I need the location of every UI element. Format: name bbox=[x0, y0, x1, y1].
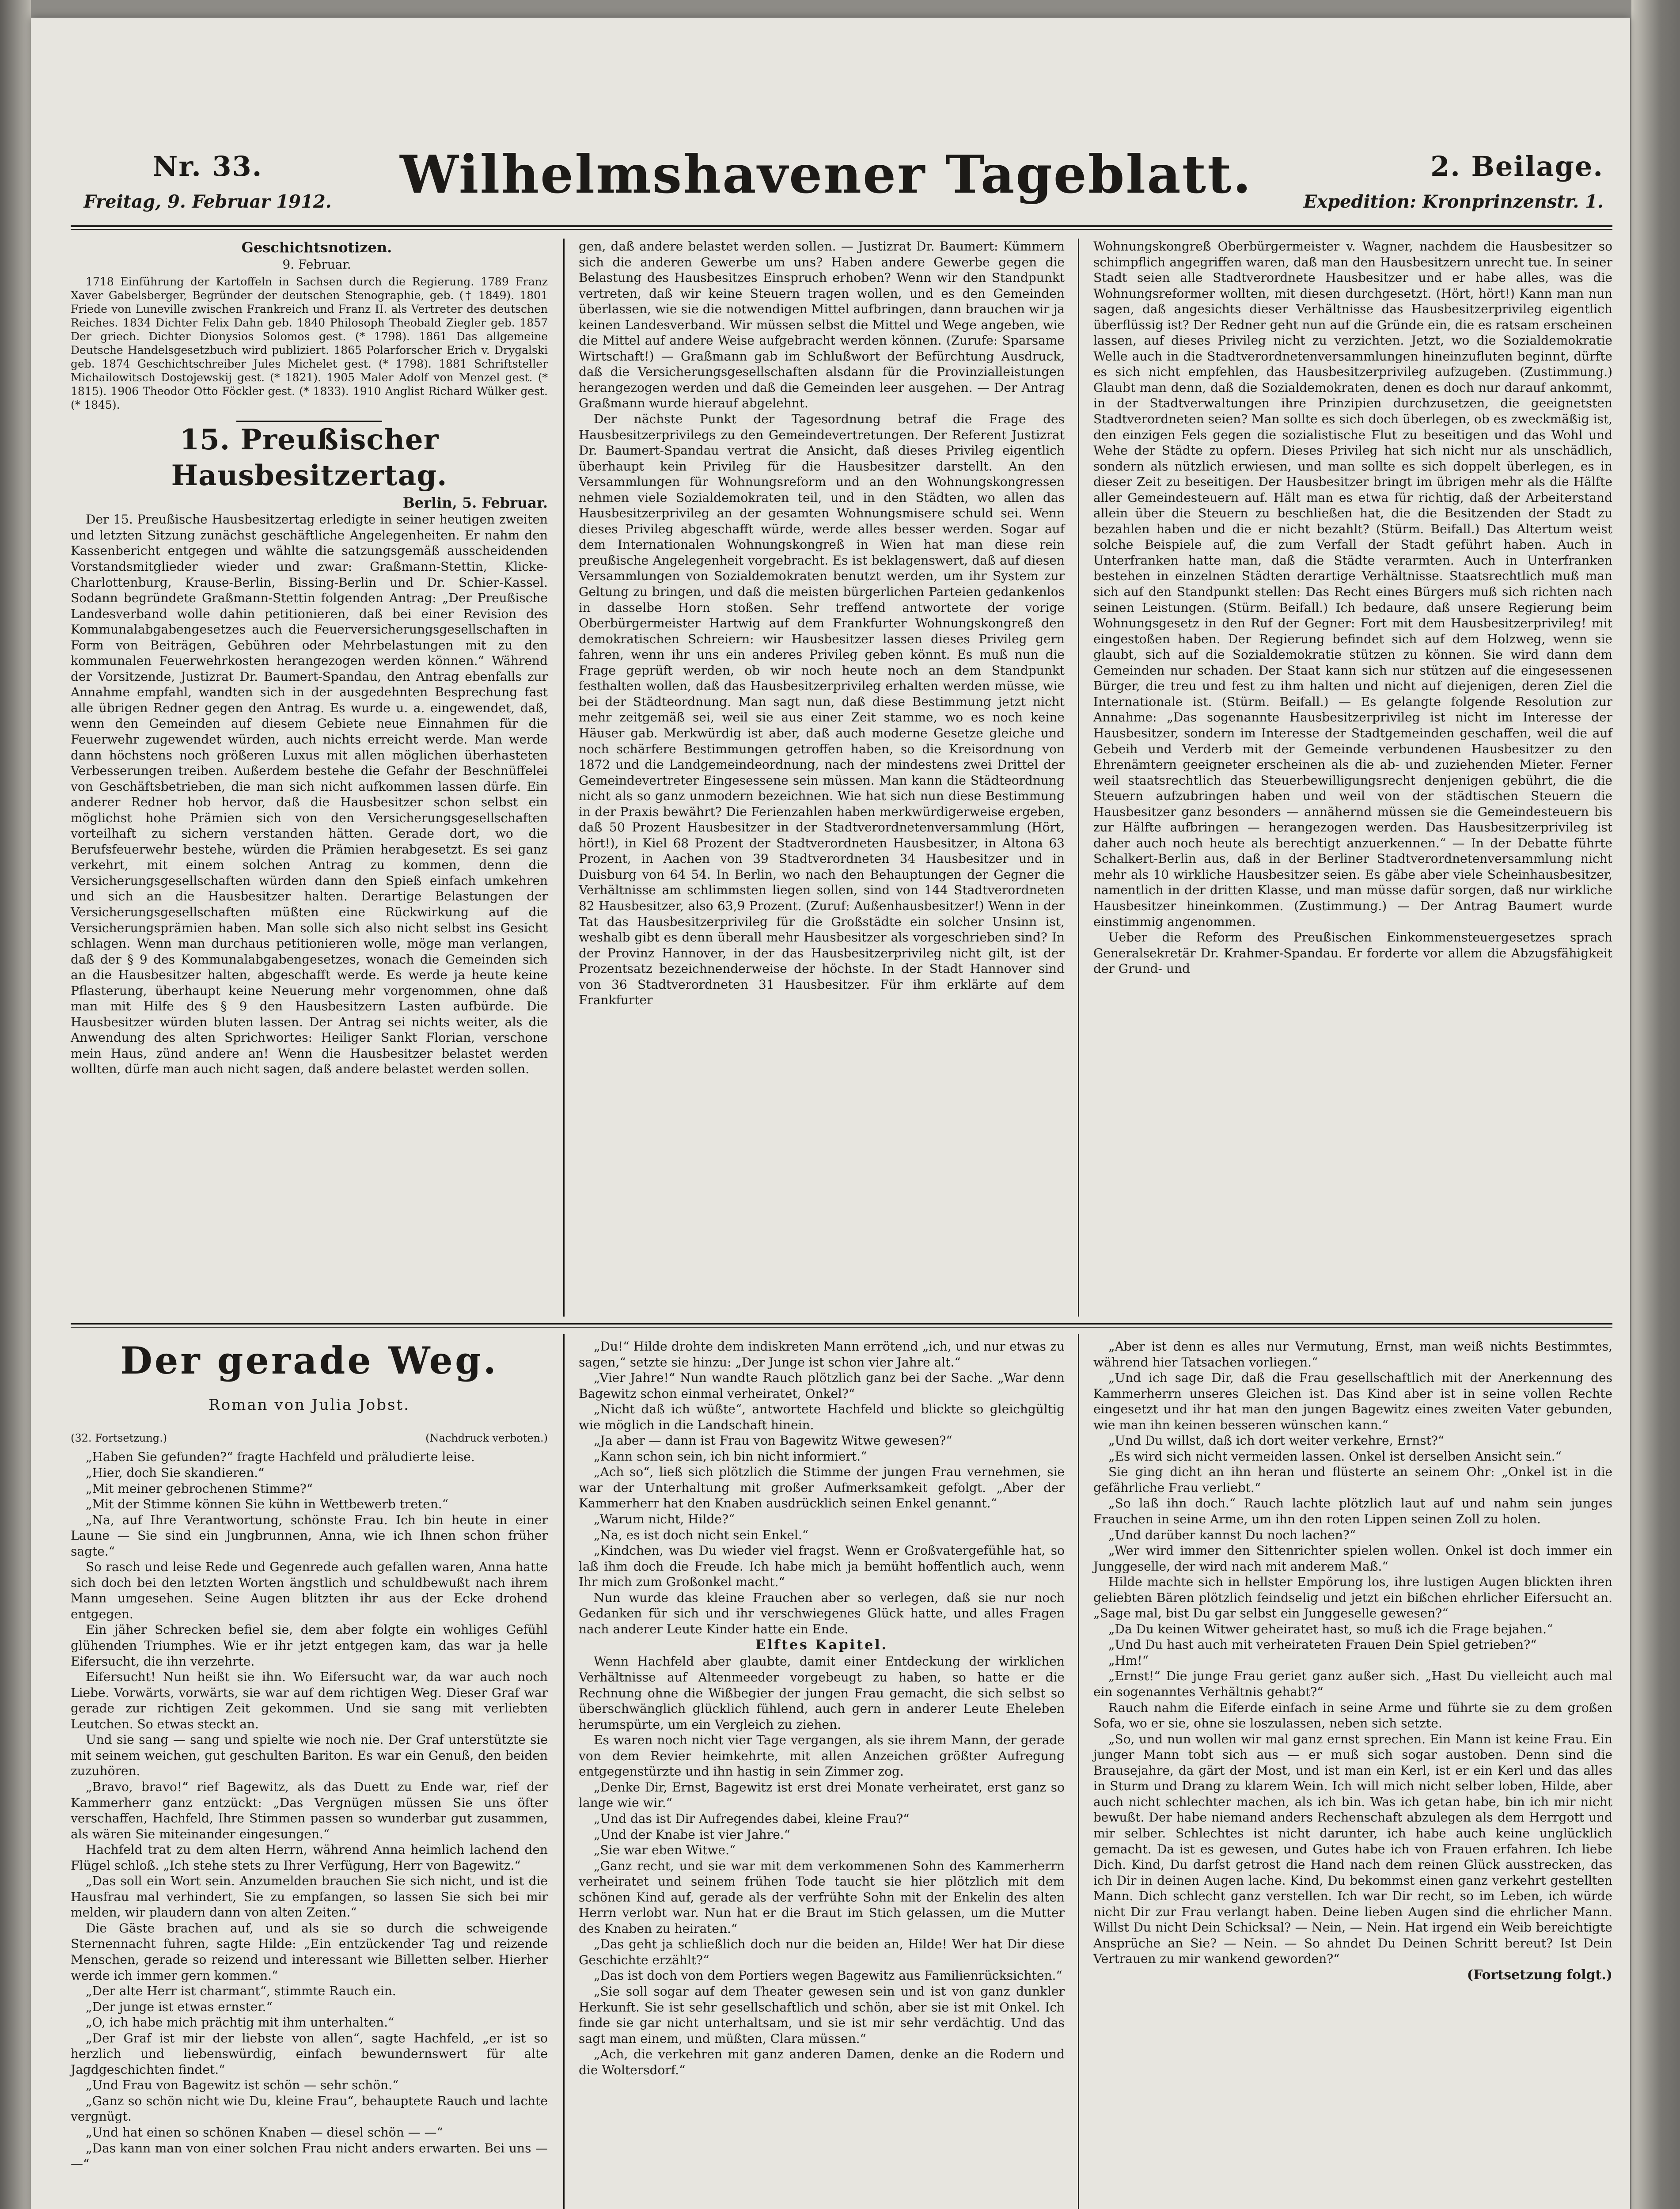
story-paragraph: „Vier Jahre!“ Nun wandte Rauch plötzlich ganz bei der Sache. „War denn Bagewitz schon einmal verheiratet, Onkel?“ bbox=[579, 1370, 1065, 1401]
article-column-1 bbox=[71, 239, 548, 1077]
story-paragraph: „Und Du willst, daß ich dort weiter verkehre, Ernst?“ bbox=[1108, 1433, 1445, 1448]
story-paragraph: „Mit der Stimme können Sie kühn in Wettbewerb treten.“ bbox=[86, 1497, 448, 1512]
header-rule bbox=[71, 225, 1612, 230]
story-paragraph: „Ach, die verkehren mit ganz anderen Damen, denke an die Rodern und die Woltersdorf.“ bbox=[579, 2047, 1065, 2077]
story-paragraph: So rasch und leise Rede und Gegenrede auch gefallen waren, Anna hatte sich doch bei den letzten Worten ängstlich und schuldbewußt nach ihrem Mann umgesehen. Seine Augen blitzten ihr aus der Ecke drohend entgegen. bbox=[71, 1560, 548, 1621]
to-be-continued: (Fortsetzung folgt.) bbox=[1467, 1967, 1612, 1983]
reprint-notice: (Nachdruck verboten.) bbox=[425, 1432, 548, 1444]
article-paragraph: Ueber die Reform des Preußischen Einkommensteuergesetzes sprach Generalsekretär Dr. Krahmer-Spandau. Er forderte vor allem die Abzugsfähigkeit der Grund- und bbox=[1093, 930, 1612, 976]
story-paragraph: „Da Du keinen Witwer geheiratet hast, so muß ich die Frage bejahen.“ bbox=[1108, 1621, 1553, 1636]
story-meta bbox=[71, 1431, 548, 1445]
story-paragraph: „Denke Dir, Ernst, Bagewitz ist erst drei Monate verheiratet, erst ganz so lange wie wir.“ bbox=[579, 1780, 1065, 1810]
story-paragraph: „Hier, doch Sie skandieren.“ bbox=[86, 1465, 265, 1480]
story-paragraph: „Sie war eben Witwe.“ bbox=[594, 1843, 736, 1858]
story-paragraph: „Das ist doch von dem Portiers wegen Bagewitz aus Familienrücksichten.“ bbox=[594, 1968, 1062, 1983]
story-paragraph: Es waren noch nicht vier Tage vergangen, als sie ihrem Mann, der gerade von dem Revier heimkehrte, mit allen Anzeichen größter Aufregung entgegenstürzte und ihn hastig in sein Zimmer zog. bbox=[579, 1733, 1065, 1779]
article-column-2 bbox=[579, 239, 1065, 1008]
header-right bbox=[1303, 150, 1604, 212]
story-column-1 bbox=[71, 1431, 548, 2172]
masthead: Wilhelmshavener Tageblatt. bbox=[400, 144, 1252, 205]
story-paragraph: „Sie soll sogar auf dem Theater gewesen sein und ist von ganz dunkler Herkunft. Sie ist sehr gesellschaftlich und schön, aber sie ist mit Onkel. Ich finde sie gar nicht unterhaltsam, und sie ist mir sehr verdächtig. Und das sagt man einem, und müßten, Clara müssen.“ bbox=[579, 1984, 1065, 2046]
story-paragraph: „Bravo, bravo!“ rief Bagewitz, als das Duett zu Ende war, rief der Kammerherr ganz entzückt: „Das Vergnügen müssen Sie uns öfter verschaffen, Hachfeld, Ihre Stimmen passen so wunderbar gut zusammen, als wären Sie miteinander eingesungen.“ bbox=[71, 1779, 548, 1841]
story-paragraph: „Aber ist denn es alles nur Vermutung, Ernst, man weiß nichts Bestimmtes, während hier Tatsachen vorliegen.“ bbox=[1093, 1339, 1612, 1370]
story-paragraph: „Na, es ist doch nicht sein Enkel.“ bbox=[594, 1527, 809, 1542]
story-paragraph: „Hm!“ bbox=[1108, 1653, 1149, 1668]
story-paragraph: Eifersucht! Nun heißt sie ihn. Wo Eifersucht war, da war auch noch Liebe. Vorwärts, vorwärts, sie war auf dem richtigen Weg. Dieser Graf war gerade zur richtigen Zeit gekommen. Und sie sang mit verliebten Leutchen. So etwas steckt an. bbox=[71, 1670, 548, 1731]
story-column-2 bbox=[579, 1339, 1065, 2078]
article-paragraph: Der 15. Preußische Hausbesitzertag erledigte in seiner heutigen zweiten und letzten Sitzung zunächst geschäftliche Angelegenheiten. Er nahm den Kassenbericht entgegen und wählte die satzungsgemäß ausscheidenden Vorstandsmitglieder wieder und zwar: Graßmann-Stettin, Klicke-Charlottenburg, Krause-Berlin, Bissing-Berlin und Dr. Schier-Kassel. Sodann begründete Graßmann-Stettin folgenden Antrag: „Der Preußische Landesverband wolle dahin petitionieren, daß bei einer Revision des Kommunalabgabengesetzes auch die Feuerversicherungsgesellschaften in Form von Beiträgen, Gebühren oder Mehrbelastungen mit zu den kommunalen Feuerwehrkosten herangezogen werden können.“ Während der Vorsitzende, Justizrat Dr. Baumert-Spandau, den Antrag ebenfalls zur Annahme empfahl, wandten sich in der ausgedehnten Besprechung fast alle übrigen Redner gegen den Antrag. Es wurde u. a. eingewendet, daß, wenn den Gemeinden auf diesem Gebiete neue Einnahmen für die Feuerwehr zugewendet würden, auch nichts erreicht werde. Man werde dann höchstens noch größeren Luxus mit allen möglichen überhasteten Verbesserungen treiben. Außerdem bestehe die Gefahr der Beschnüffelei von Geschäftsbetrieben, die man sich nicht aufkommen lassen dürfe. Ein anderer Redner hob hervor, daß die Hausbesitzer schon selbst ein möglichst hohe Prämien sich von den Versicherungsgesellschaften vorteilhaft zu sichern verstanden hätten. Gerade dort, wo die Berufsfeuerwehr bestehe, würden die Prämien herabgesetzt. Es sei ganz verkehrt, mit einem solchen Antrag zu kommen, denn die Versicherungsgesellschaften würden dann den Spieß einfach umkehren und sich an die Hausbesitzer halten. Derartige Belastungen der Versicherungsgesellschaften müßten eine Rückwirkung auf die Versicherungsprämien haben. Man solle sich also nicht selbst ins Gesicht schlagen. Wenn man durchaus petitionieren wolle, möge man verlangen, daß der § 9 des Kommunalabgabengesetzes, wonach die Gemeinden sich an die Hausbesitzer halten, abgeschafft werde. Es werde ja heute keine Pflasterung, überhaupt keine Neuerung mehr vorgenommen, ohne daß man mit Hilfe des § 9 den Hausbesitzern Lasten aufbürde. Die Hausbesitzer würden bluten lassen. Der Antrag sei nichts weiter, als die Anwendung des alten Sprichwortes: Heiliger Sankt Florian, verschone mein Haus, zünd andere an! Wenn die Hausbesitzer belastet werden wollten, dürfe man auch nicht sagen, daß andere belastet werden sollen. bbox=[71, 512, 548, 1077]
column-separator bbox=[1078, 1334, 1079, 2209]
story-paragraph: „Und hat einen so schönen Knaben — diesel schön — —“ bbox=[86, 2125, 443, 2140]
story-paragraph: „Mit meiner gebrochenen Stimme?“ bbox=[86, 1481, 313, 1496]
story-paragraph: Sie ging dicht an ihn heran und flüsterte an seinem Ohr: „Onkel ist in die gefährliche Frau verliebt.“ bbox=[1093, 1465, 1612, 1495]
story-subtitle: Roman von Julia Jobst. bbox=[209, 1396, 410, 1414]
column-separator bbox=[563, 239, 565, 1317]
story-paragraph: „Der junge ist etwas ernster.“ bbox=[86, 1999, 273, 2014]
story-paragraph: „O, ich habe mich prächtig mit ihm unterhalten.“ bbox=[86, 2015, 394, 2030]
story-paragraph: „Und der Knabe ist vier Jahre.“ bbox=[594, 1827, 791, 1842]
story-paragraph: Die Gäste brachen auf, und als sie so durch die schweigende Sternennacht fuhren, sagte Hilde: „Ein entzückender Tag und reizende Menschen, gerade so reizend und interessant wie Billetten selber. Hierher werde ich immer gern kommen.“ bbox=[71, 1921, 548, 1983]
story-paragraph: „Ganz recht, und sie war mit dem verkommenen Sohn des Kammerherrn verheiratet und seinem frühen Tode taucht sie hier plötzlich mit dem schönen Kind auf, gerade als der verfrühte Sohn mit der Enkelin des alten Herrn verlobt war. Nun hat er die Braut im Stich gelassen, um die Mutter des Knaben zu heiraten.“ bbox=[579, 1858, 1065, 1936]
story-paragraph: „Warum nicht, Hilde?“ bbox=[594, 1512, 735, 1527]
issue-number: Nr. 33. bbox=[152, 150, 263, 182]
story-paragraph: „Ernst!“ Die junge Frau geriet ganz außer sich. „Hast Du vielleicht auch mal ein sogenanntes Verhältnis gehabt?“ bbox=[1093, 1669, 1612, 1700]
newspaper-page bbox=[31, 18, 1630, 2209]
story-paragraph: „Das kann man von einer solchen Frau nicht anders erwarten. Bei uns — —“ bbox=[71, 2141, 548, 2171]
article-paragraph: Der nächste Punkt der Tagesordnung betraf die Frage des Hausbesitzerprivilegs zu den Gemeindevertretungen. Der Referent Justizrat Dr. Baumert-Spandau vertrat die Ansicht, daß dieses Privileg eigentlich überhaupt kein Privileg für die Hausbesitzer darstellt. An den Versammlungen für Wohnungsreform und an den Wohnungskongressen nehmen viele Sozialdemokraten teil, und in den Städten, wo allen das Hausbesitzerprivileg an der gesamten Wohnungsmisere schuld sei. Wenn dieses Privileg abgeschafft würde, werde alles besser werden. Sogar auf dem Internationalen Wohnungskongreß in Wien hat man diese rein preußische Angelegenheit vorgebracht. Es ist beklagenswert, daß auf diesen Versammlungen von Sozialdemokraten benutzt werden, um ihr System zur Geltung zu bringen, und daß die meisten bürgerlichen Parteien gedankenlos in dasselbe Horn stoßen. Sehr treffend antwortete der vorige Oberbürgermeister Hartwig auf dem Frankfurter Wohnungskongreß den demokratischen Schreiern: wir Hausbesitzer lassen dieses Privileg gern fahren, wenn ihr uns ein anderes Privileg geben könnt. Es muß nun die Frage geprüft werden, ob wir noch heute noch an dem Standpunkt festhalten wollen, daß das Hausbesitzerprivileg erhalten werden müsse, wie bei der Städteordnung. Man sagt nun, daß diese Bestimmung jetzt nicht mehr zeitgemäß sei, weil sie aus einer Zeit stamme, wo es noch keine Häuser gab. Merkwürdig ist aber, daß auch moderne Gesetze gleiche und noch schärfere Bestimmungen getroffen haben, so die Kreisordnung von 1872 und die Landgemeindeordnung, nach der mindestens zwei Drittel der Gemeindevertreter Eingesessene sein müssen. Man kann die Städteordnung nicht als so ganz unmodern bezeichnen. Wie hat sich nun diese Bestimmung in der Praxis bewährt? Die Ferienzahlen haben merkwürdigerweise ergeben, daß 50 Prozent Hausbesitzer in der Stadtverordnetenversammlung (Hört, hört!), in Kiel 68 Prozent der Stadtverordneten Hausbesitzer, in Altona 63 Prozent, in Aachen von 39 Stadtverordneten 34 Hausbesitzer und in Duisburg von 64 54. In Berlin, wo nach den Behauptungen der Gegner die Verhältnisse am schlimmsten liegen sollen, sind von 144 Stadtverordneten 82 Hausbesitzer, also 63,9 Prozent. (Zuruf: Außenhausbesitzer!) Wenn in der Tat das Hausbesitzerprivileg für die Großstädte ein solcher Unsinn ist, weshalb gibt es denn überall mehr Hausbesitzer als vorgeschrieben sind? In der Provinz Hannover, in der das Hausbesitzerprivileg nicht gilt, ist der Prozentsatz bezeichnenderweise der höchste. In der Stadt Hannover sind von 36 Stadtverordneten 31 Hausbesitzer. Für ihm erklärte auf dem Frankfurter bbox=[579, 412, 1065, 1008]
notes-text: 1718 Einführung der Kartoffeln in Sachsen durch die Regierung. 1789 Franz Xaver Gabelsberger, Begründer der deutschen Stenographie, geb. († 1849). 1801 Friede von Luneville zwischen Frankreich und Franz II. als Vertreter des deutschen Reiches. 1834 Dichter Felix Dahn geb. 1840 Philosoph Theobald Ziegler geb. 1857 Der griech. Dichter Dionysios Solomos gest. (* 1798). 1861 Das allgemeine Deutsche Handelsgesetzbuch wird publiziert. 1865 Polarforscher Erich v. Drygalski geb. 1874 Geschichtschreiber Jules Michelet gest. (* 1798). 1881 Schriftsteller Michailowitsch Dostojewskij gest. (* 1821). 1905 Maler Adolf von Menzel gest. (* 1815). 1906 Theodor Otto Föckler gest. (* 1833). 1910 Anglist Richard Wülker gest. (* 1845). bbox=[71, 275, 548, 412]
story-paragraph: „Ganz so schön nicht wie Du, kleine Frau“, behauptete Rauch und lachte vergnügt. bbox=[71, 2093, 548, 2124]
story-paragraph: „Kann schon sein, ich bin nicht informiert.“ bbox=[594, 1449, 867, 1464]
story-paragraph: „Na, auf Ihre Verantwortung, schönste Frau. Ich bin heute in einer Laune — Sie sind ein Jungbrunnen, Anna, wie ich Ihnen schon früher sagte.“ bbox=[71, 1512, 548, 1559]
story-paragraph: Hachfeld trat zu dem alten Herrn, während Anna heimlich lachend den Flügel schloß. „Ich stehe stets zu Ihrer Verfügung, Herr von Bagewitz.“ bbox=[71, 1842, 548, 1873]
story-paragraph: „Und Du hast auch mit verheirateten Frauen Dein Spiel getrieben?“ bbox=[1108, 1637, 1537, 1652]
supplement-label: 2. Beilage. bbox=[1430, 150, 1604, 182]
story-title: Der gerade Weg. bbox=[120, 1339, 498, 1382]
story-paragraph: „So laß ihn doch.“ Rauch lachte plötzlich laut auf und nahm sein junges Frauchen in seine Arme, um ihn den roten Lippen seinen Zoll zu holen. bbox=[1093, 1496, 1612, 1527]
story-paragraph: Nun wurde das kleine Frauchen aber so verlegen, daß sie nur noch Gedanken für sich und ihr verschwiegenes Glück hatte, und alles Fragen nach anderer Leute Kinder hatte ein Ende. bbox=[579, 1590, 1065, 1636]
story-paragraph: „Du!“ Hilde drohte dem indiskreten Mann errötend „ich, und nur etwas zu sagen,“ setzte sie hinzu: „Der Junge ist schon vier Jahre alt.“ bbox=[579, 1339, 1065, 1370]
story-column-3 bbox=[1093, 1339, 1612, 1984]
story-paragraph: „Ja aber — dann ist Frau von Bagewitz Witwe gewesen?“ bbox=[594, 1433, 952, 1448]
article-dateline: Berlin, 5. Februar. bbox=[402, 494, 548, 511]
notes-title: Geschichtsnotizen. bbox=[241, 239, 392, 256]
story-paragraph: „Und das ist Dir Aufregendes dabei, kleine Frau?“ bbox=[594, 1811, 910, 1826]
expedition-address: Expedition: Kronprinzenstr. 1. bbox=[1303, 191, 1604, 212]
story-paragraph: „Und Frau von Bagewitz ist schön — sehr schön.“ bbox=[86, 2078, 399, 2093]
story-paragraph: Wenn Hachfeld aber glaubte, damit einer Entdeckung der wirklichen Verhältnisse auf Altenmeeder vorgebeugt zu haben, so hatte er die Rechnung ohne die Wißbegier der jungen Frau gemacht, die sich selbst so überschwänglich glücklich fühlend, auch gern in anderer Leute Eheleben herumspürte, um ein Vergleich zu ziehen. bbox=[579, 1654, 1065, 1732]
story-paragraph: „Kindchen, was Du wieder viel fragst. Wenn er Großvatergefühle hat, so laß ihm doch die Freude. Ich habe mich ja bemüht hoffentlich auch, wenn Ihr mich zum Großonkel macht.“ bbox=[579, 1543, 1065, 1590]
story-paragraph: Hilde machte sich in hellster Empörung los, ihre lustigen Augen blickten ihren geliebten Bären plötzlich feindselig und jetzt ein bißchen ehrlicher Eifersucht an. „Sage mal, bist Du gar selbst ein Junggeselle gewesen?“ bbox=[1093, 1575, 1612, 1621]
story-paragraph: „Ach so“, ließ sich plötzlich die Stimme der jungen Frau vernehmen, sie war der Unterhaltung mit großer Aufmerksamkeit gefolgt. „Aber der Kammerherr hat den Knaben ausdrücklich seinen Enkel genannt.“ bbox=[579, 1465, 1065, 1511]
header-left bbox=[71, 150, 345, 212]
story-paragraph: „Das soll ein Wort sein. Anzumelden brauchen Sie sich nicht, und ist die Hausfrau mal verhindert, Sie zu empfangen, so lassen Sie sich bei mir melden, wir plaudern dann von alten Zeiten.“ bbox=[71, 1874, 548, 1920]
story-paragraph: „Nicht daß ich wüßte“, antwortete Hachfeld und blickte so gleichgültig wie möglich in die Landschaft hinein. bbox=[579, 1402, 1065, 1432]
notes-date: 9. Februar. bbox=[282, 257, 351, 272]
scan-edge-left bbox=[0, 0, 31, 2209]
article-title: 15. Preußischer Hausbesitzertag. bbox=[171, 423, 447, 493]
article-paragraph: gen, daß andere belastet werden sollen. — Justizrat Dr. Baumert: Kümmern sich die anderen Gewerbe um uns? Haben andere Gewerbe gegen die Belastung des Hausbesitzes Einspruch erhoben? Wenn wir den Standpunkt vertreten, daß wir keine Steuern tragen wollen, und es den Gemeinden überlassen, wie sie die notwendigen Mittel aufbringen, dann brauchen wir ja keinen Landesverband. Wir müssen selbst die Mittel und Wege angeben, wie die Mittel auf andere Weise aufgebracht werden können. (Zurufe: Sparsame Wirtschaft!) — Graßmann gab im Schlußwort der Befürchtung Ausdruck, daß die Versicherungsgesellschaften alsdann für die Provinzialleistungen herangezogen werden und daß die Gemeinden leer ausgehen. — Der Antrag Graßmann wurde hierauf abgelehnt. bbox=[579, 239, 1065, 411]
story-paragraph: „So, und nun wollen wir mal ganz ernst sprechen. Ein Mann ist keine Frau. Ein junger Mann tobt sich aus — er muß sich sogar austoben. Denn sind die Brausejahre, da gärt der Most, und ist man ein Kerl, ist er ein Kerl und das alles in Sturm und Drang zu klarem Wein. Ich will mich nicht selber loben, Hilde, aber auch nicht schlechter machen, als ich bin. Was ich getan habe, bin ich mir nicht bewußt. Der habe niemand anders Rechenschaft abzulegen als dem Herrgott und mir selber. Schlechtes ist nicht darunter, ich habe auch keine unglücklich gemacht. Da ist es gewesen, und Gutes habe ich von Frauen erfahren. Ich liebe Dich. Kind, Du darfst getrost die Hand nach dem reinen Glück ausstrecken, das ich Dir in deinen Augen lache. Kind, Du bekommst einen ganz verkehrt gestellten Mann. Dich schlecht ganz verstellen. Ich war Dir recht, so im Leben, ich würde nicht Dir zur Frau verlangt haben. Deine lieben Augen sind die ehrlicher Mann. Willst Du nicht Dein Schicksal? — Nein, — Nein. Hat irgend ein Weib bereichtigte Ansprüche an Sie? — Nein. — So ahndet Du Deinen Schritt bereut? Ist Dein Vertrauen zu mir wankend geworden?“ bbox=[1093, 1731, 1612, 1966]
story-paragraph: Ein jäher Schrecken befiel sie, dem aber folgte ein wohliges Gefühl glühenden Triumphes. Wie er ihr jetzt entgegen kam, das war ja helle Eifersucht, die ihn verzehrte. bbox=[71, 1622, 548, 1669]
story-paragraph: „Das geht ja schließlich doch nur die beiden an, Hilde! Wer hat Dir diese Geschichte erzählt?“ bbox=[579, 1937, 1065, 1967]
story-paragraph: „Und ich sage Dir, daß die Frau gesellschaftlich mit der Anerkennung des Kammerherrn unseres Gleichen ist. Das Kind aber ist in seine vollen Rechte eingesetzt und ihr hat man den jungen Bagewitz eines zweiten Vater gebunden, wie man ihn keinen besseren wünschen kann.“ bbox=[1093, 1370, 1612, 1432]
story-paragraph: „Der Graf ist mir der liebste von allen“, sagte Hachfeld, „er ist so herzlich und liebenswürdig, einfach bewundernswert für alte Jagdgeschichten findet.“ bbox=[71, 2031, 548, 2077]
story-paragraph: Und sie sang — sang und spielte wie noch nie. Der Graf unterstützte sie mit seinem weichen, gut geschulten Bariton. Es war ein Genuß, den beiden zuzuhören. bbox=[71, 1732, 548, 1779]
story-paragraph: „Und darüber kannst Du noch lachen?“ bbox=[1108, 1527, 1356, 1542]
section-rule bbox=[71, 1323, 1612, 1328]
story-paragraph: „Es wird sich nicht vermeiden lassen. Onkel ist derselben Ansicht sein.“ bbox=[1108, 1449, 1562, 1464]
story-continuation: (32. Fortsetzung.) bbox=[71, 1432, 167, 1444]
article-column-3 bbox=[1093, 239, 1612, 977]
column-separator bbox=[1078, 239, 1079, 1317]
chapter-heading: Elftes Kapitel. bbox=[755, 1637, 888, 1653]
story-paragraph: Rauch nahm die Eiferde einfach in seine Arme und führte sie zu dem großen Sofa, wo er sie, ohne sie loszulassen, neben sich setzte. bbox=[1093, 1700, 1612, 1731]
story-paragraph: „Haben Sie gefunden?“ fragte Hachfeld und präludierte leise. bbox=[86, 1450, 475, 1465]
story-paragraph: „Der alte Herr ist charmant“, stimmte Rauch ein. bbox=[86, 1984, 396, 1999]
issue-date: Freitag, 9. Februar 1912. bbox=[83, 191, 332, 212]
story-paragraph: „Wer wird immer den Sittenrichter spielen wollen. Onkel ist doch immer ein Junggeselle, der wird nach mit anderem Maß.“ bbox=[1093, 1543, 1612, 1574]
article-paragraph: Wohnungskongreß Oberbürgermeister v. Wagner, nachdem die Hausbesitzer so schimpflich angegriffen waren, daß man den Hausbesitzern unrecht tue. In seiner Stadt seien alle Stadtverordnete Hausbesitzer und er habe alles, was die Wohnungsreformer wollten, mit diesen durchgesetzt. (Hört, hört!) Kann man nun sagen, daß angesichts dieser Verhältnisse das Hausbesitzerprivileg eigentlich überflüssig ist? Der Redner geht nun auf die Gründe ein, die es ratsam erscheinen lassen, auf dieses Privileg nicht zu verzichten. Jetzt, wo die Sozialdemokratie Welle auch in die Stadtverordnetenversammlungen hineinzufluten beginnt, dürfte es sich nicht empfehlen, das Hausbesitzerprivileg aufzugeben. (Zustimmung.) Glaubt man denn, daß die Sozialdemokraten, denen es doch nur darauf ankommt, in der Stadtverwaltungen ihre Prinzipien durchzusetzen, die geeignetsten Stadtverordneten seien? Man sollte es sich doch überlegen, ob es zweckmäßig ist, den einzigen Fels gegen die sozialistische Flut zu beseitigen und das Wohl und Wehe der Städte zu opfern. Dieses Privileg hat sich nicht nur als unschädlich, sondern als nützlich erwiesen, und man sollte es sich doppelt überlegen, es in dieser Zeit zu beseitigen. Der Hausbesitzer bringt im übrigen mehr als die Hälfte aller Gemeindesteuern auf. Hält man es etwa für richtig, daß der Arbeiterstand allein über die Steuern zu beschließen hat, die die Besitzenden der Stadt zu bezahlen haben und die er nicht bezahlt? (Stürm. Beifall.) Das Altertum weist solche Beispiele auf, die zum Verfall der Stadt geführt haben. Auch in Unterfranken hatte man, daß die Städte verarmten. Auch in Unterfranken bestehen in einzelnen Städten derartige Verhältnisse. Staatsrechtlich muß man sich auf den Standpunkt stellen: Das Recht eines Bürgers muß sich richten nach seinen Leistungen. (Stürm. Beifall.) Ich bedaure, daß unsere Regierung beim Wohnungsgesetz in den Ruf der Gegner: Fort mit dem Hausbesitzerprivileg! mit eingestoßen haben. Der Regierung befindet sich auf dem Holzweg, wenn sie glaubt, sich auf die Sozialdemokratie stützen zu können. Sie wird dann dem Gemeinden nur schaden. Der Staat kann sich nur stützen auf die eingesessenen Bürger, die treu und fest zu ihm halten und nicht auf diejenigen, deren Ziel die Internationale ist. (Stürm. Beifall.) — Es gelangte folgende Resolution zur Annahme: „Das sogenannte Hausbesitzerprivileg ist nicht im Interesse der Hausbesitzer, sondern im Interesse der Stadtgemeinden geschaffen, weil die auf Gebeih und Verderb mit der Gemeinde verbundenen Hausbesitzer zu den Ehrenämtern geeigneter erscheinen als die ab- und zuziehenden Mieter. Ferner weil staatsrechtlich das Steuerbewilligungsrecht denjenigen gebührt, die die Steuern aufzubringen haben und weil von der städtischen Steuern die Hausbesitzer ganz besonders — annähernd müssen sie die Gemeindesteuern bis zur Hälfte aufbringen — herangezogen werden. Das Hausbesitzerprivileg ist daher auch noch heute als berechtigt anzuerkennen.“ — In der Debatte führte Schalkert-Berlin aus, daß in der Berliner Stadtverordnetenversammlung nicht mehr als 10 wirkliche Hausbesitzer seien. Es gäbe aber viele Scheinhausbesitzer, namentlich in der dritten Klasse, und man müsse dafür sorgen, daß nur wirkliche Hausbesitzer hineinkommen. (Zustimmung.) — Der Antrag Baumert wurde einstimmig angenommen. bbox=[1093, 239, 1612, 929]
column-separator bbox=[563, 1334, 565, 2209]
scan-edge-right bbox=[1631, 0, 1680, 2209]
